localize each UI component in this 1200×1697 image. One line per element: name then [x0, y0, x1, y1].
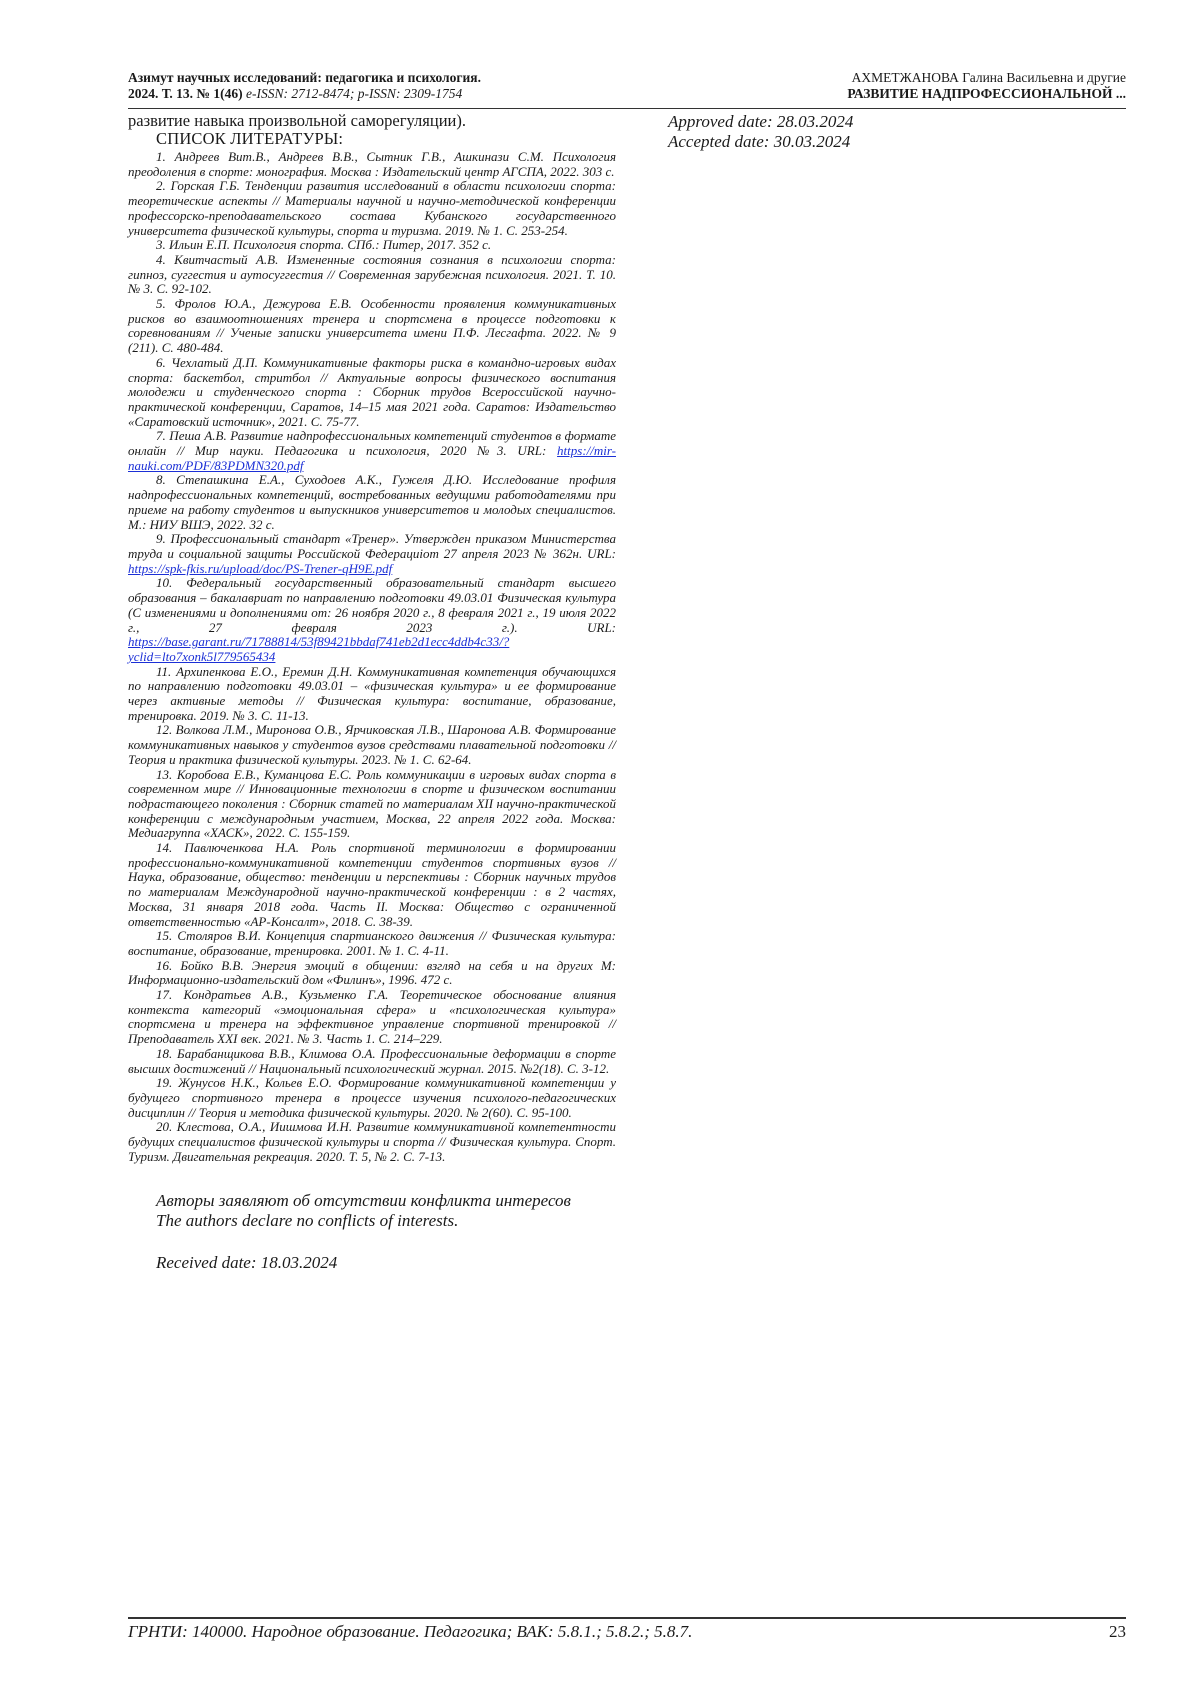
header-rule: [128, 108, 1126, 109]
reference-item: [128, 988, 616, 1047]
received-date: Received date: 18.03.2024: [156, 1252, 338, 1272]
reference-text: 6. Чехлатый Д.П. Коммуникативные факторы риска в командно-игровых видах спорта: баскетбол, стритбол // Актуальные вопросы физического воспитания молодежи и студенческого спорта : Сборник трудов Всероссийской научно-практической конференции, Саратов, 14–15 мая 2021 года. Саратов: Издательство «Саратовский источник», 2021. С. 75-77.: [128, 354, 616, 429]
reference-link[interactable]: https://spk-fkis.ru/upload/doc/PS-Trener-qH9E.pdf: [128, 560, 393, 576]
page-footer: [128, 1622, 1126, 1646]
reference-text: 3. Ильин Е.П. Психология спорта. СПб.: Питер, 2017. 352 с.: [156, 237, 492, 253]
references-title: СПИСОК ЛИТЕРАТУРЫ:: [156, 129, 344, 148]
reference-text: 1. Андреев Вит.В., Андреев В.В., Сытник Г.В., Ашкинази С.М. Психология преодоления в спорте: монография. Москва : Издательский центр АГСПА, 2022. 303 с.: [128, 149, 616, 179]
reference-text: 17. Кондратьев А.В., Кузьменко Г.А. Теоретическое обоснование влияния контекста категорий «эмоциональная сфера» и «психологическая культура» спортсмена и тренера на эффективное управление спортивной тренировкой // Преподаватель XXI век. 2021. № 3. Часть 1. С. 214–229.: [128, 987, 616, 1047]
reference-text: 13. Коробова Е.В., Куманцова Е.С. Роль коммуникации в игровых видах спорта в современном мире // Инновационные технологии в спорте и физическом воспитании подрастающего поколения : Сборник статей по материалам XII научно-практической конференции с международным участием, Москва, 22 апреля 2022 года. Москва: Медиагруппа «ХАСК», 2022. С. 155-159.: [128, 766, 616, 841]
reference-item: [128, 1047, 616, 1076]
article-info: [847, 70, 1126, 102]
reference-link[interactable]: https://base.garant.ru/71788814/53f89421bbdaf741eb2d1ecc4ddb4c33/?yclid=lto7xonk5l779565434: [128, 634, 510, 664]
approved-date: Approved date: 28.03.2024: [668, 112, 854, 131]
reference-item: [128, 532, 616, 576]
reference-text: 14. Павлюченкова Н.А. Роль спортивной терминологии в формировании профессионально-коммуникативной компетенции студентов спортивных вузов // Наука, образование, общество: тенденции и перспективы : Сборник научных трудов по материалам Международной научно-практической конференции : в 2 частях, Москва, 31 января 2018 года. Часть II. Москва: Общество с ограниченной ответственностью «АР-Консалт», 2018. С. 38-39.: [128, 840, 616, 929]
reference-text: 20. Клестова, О.А., Иишмова И.Н. Развитие коммуникативной компетентности будущих специалистов физической культуры и спорта // Физическая культура. Спорт. Туризм. Двигательная рекреация. 2020. Т. 5, № 2. С. 7-13.: [128, 1119, 616, 1164]
reference-text: 10. Федеральный государственный образовательный стандарт высшего образования – бакалавриат по направлению подготовки 49.03.01 Физическая культура (С изменениями и дополнениями от: 26 ноября 2020 г., 8 февраля 2021 г., 19 июля 2022 г., 27 февраля 2023 г.). URL:: [128, 575, 616, 635]
reference-item: [128, 238, 616, 253]
reference-text: 18. Барабанщикова В.В., Климова О.А. Профессиональные деформации в спорте высших достижений // Национальный психологический журнал. 2015. №2(18). С. 3-12.: [128, 1045, 616, 1076]
conflict-statement-en: The authors declare no conflicts of interests.: [156, 1210, 459, 1230]
reference-item: [128, 576, 616, 664]
reference-item: [128, 768, 616, 842]
reference-item: [128, 841, 616, 929]
page-header: [128, 70, 1126, 106]
journal-info: [128, 70, 481, 102]
reference-item: [128, 473, 616, 532]
reference-text: 11. Архипенкова Е.О., Еремин Д.Н. Коммуникативная компетенция обучающихся по направлению подготовки 49.03.01 – «физическая культура» и ее формирование через активные методы // Физическая культура: воспитание, образование, тренировка. 2019. № 3. С. 11-13.: [128, 663, 616, 723]
reference-text: 12. Волкова Л.М., Миронова О.В., Ярчиковская Л.В., Шаронова А.В. Формирование коммуникативных навыков у студентов вузов средствами плавательной подготовки // Теория и практика физической культуры. 2023. № 1. С. 62-64.: [128, 722, 616, 767]
reference-text: 5. Фролов Ю.А., Дежурова Е.В. Особенности проявления коммуникативных рисков во взаимоотношениях тренера и спортсмена в процессе подготовки к соревнованиям // Ученые записки университета имени П.Ф. Лесгафта. 2022. № 9 (211). С. 480-484.: [128, 296, 616, 356]
conflict-statement-ru: Авторы заявляют об отсутствии конфликта интересов: [156, 1190, 571, 1210]
reference-text: 15. Столяров В.И. Концепция спартианского движения // Физическая культура: воспитание, образование, тренировка. 2001. № 1. С. 4-11.: [128, 928, 616, 958]
article-authors: АХМЕТЖАНОВА Галина Васильевна и другие: [851, 70, 1126, 85]
references-list: [128, 150, 616, 1165]
left-column: [128, 112, 616, 1273]
reference-item: [128, 150, 616, 179]
reference-item: [128, 959, 616, 988]
classification-codes: ГРНТИ: 140000. Народное образование. Педагогика; ВАК: 5.8.1.; 5.8.2.; 5.8.7.: [128, 1622, 693, 1641]
reference-text: 19. Жунусов Н.К., Кольев Е.О. Формирование коммуникативной компетенции у будущего спортивного тренера в процессе изучения психолого-педагогических дисциплин // Теория и методика физической культуры. 2020. № 2(60). С. 95-100.: [128, 1075, 616, 1120]
journal-name: Азимут научных исследований: педагогика и психология.: [128, 70, 481, 85]
lead-text: развитие навыка произвольной саморегуляции).: [128, 111, 466, 130]
journal-issue: 2024. Т. 13. № 1(46): [128, 86, 243, 101]
reference-text: 16. Бойко В.В. Энергия эмоций в общении: взгляд на себя и на других М: Информационно-издательский дом «Филинъ», 1996. 472 с.: [128, 957, 616, 988]
reference-text: 8. Степашкина Е.А., Суходоев А.К., Гужеля Д.Ю. Исследование профиля надпрофессиональных компетенций, востребованных ведущими работодателями при приеме на работу студентов и выпускников университетов и молодых специалистов. М.: НИУ ВШЭ, 2022. 32 с.: [128, 472, 616, 532]
reference-item: [128, 297, 616, 356]
article-title: РАЗВИТИЕ НАДПРОФЕССИОНАЛЬНОЙ ...: [847, 86, 1126, 101]
reference-text: 2. Горская Г.Б. Тенденции развития исследований в области психологии спорта: теоретические аспекты // Материалы научной и научно-методической конференции профессорско-преподавательского состава Кубанского государственного университета физической культуры, спорта и туризма. 2019. № 1. С. 253-254.: [128, 178, 616, 238]
reference-text: 9. Профессиональный стандарт «Тренер». Утвержден приказом Министерства труда и социальной защиты Российской Федерациiот 27 апреля 2023 № 362н. URL:: [128, 531, 616, 561]
right-column: [668, 112, 1128, 152]
footer-rule: [128, 1617, 1126, 1619]
reference-item: [128, 723, 616, 767]
reference-text: 4. Квитчастый А.В. Измененные состояния сознания в психологии спорта: гипноз, суггестия и аутосуггестия // Современная зарубежная психология. 2021. Т. 10. № 3. С. 92-102.: [128, 251, 616, 297]
reference-item: [128, 929, 616, 958]
reference-item: [128, 1120, 616, 1164]
reference-item: [128, 356, 616, 430]
reference-item: [128, 253, 616, 297]
reference-link[interactable]: https://mir-nauki.com/PDF/83PDMN320.pdf: [128, 443, 616, 473]
journal-issn: e-ISSN: 2712-8474; p-ISSN: 2309-1754: [242, 86, 463, 101]
accepted-date: Accepted date: 30.03.2024: [668, 132, 851, 151]
reference-item: [128, 179, 616, 238]
reference-text: 7. Пеша А.В. Развитие надпрофессиональных компетенций студентов в формате онлайн // Мир науки. Педагогика и психология, 2020 №3. URL:: [128, 428, 616, 459]
page-number: 23: [1109, 1622, 1126, 1641]
reference-item: [128, 1076, 616, 1120]
reference-item: [128, 429, 616, 473]
reference-item: [128, 665, 616, 724]
